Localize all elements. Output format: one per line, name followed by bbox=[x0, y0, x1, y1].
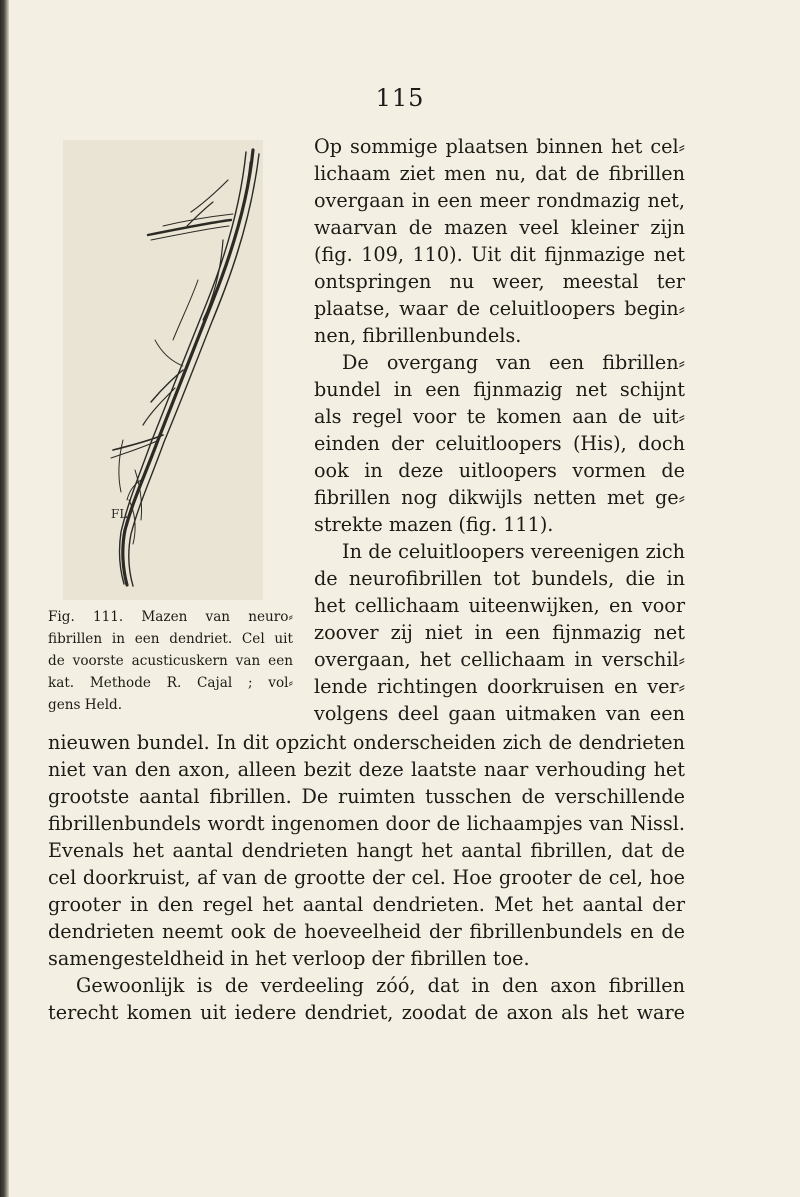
body-line: niet van den axon, alleen bezit deze laatste naar verhouding het bbox=[48, 758, 685, 781]
body-line: lende richtingen doorkruisen en ver⸗ bbox=[314, 675, 685, 698]
caption-line: gens Held. bbox=[48, 697, 123, 713]
body-line: ook in deze uitloopers vormen de bbox=[314, 459, 685, 482]
figure-caption bbox=[48, 606, 293, 716]
body-line: Evenals het aantal dendrieten hangt het aantal fibrillen, dat de bbox=[48, 839, 685, 862]
body-line: fibrillen nog dikwijls netten met ge⸗ bbox=[314, 486, 685, 509]
body-line: plaatse, waar de celuitloopers begin⸗ bbox=[314, 297, 685, 320]
body-line: overgaan, het cellichaam in verschil⸗ bbox=[314, 648, 685, 671]
page-number: 115 bbox=[375, 84, 425, 112]
body-line: De overgang van een fibrillen⸗ bbox=[342, 351, 685, 374]
body-line: nen, fibrillenbundels. bbox=[314, 324, 522, 347]
body-line: zoover zij niet in een fijnmazig net bbox=[314, 621, 685, 644]
figure-111-illustration bbox=[63, 140, 263, 600]
body-line: bundel in een fijnmazig net schijnt bbox=[314, 378, 685, 401]
body-line: het cellichaam uiteenwijken, en voor bbox=[314, 594, 685, 617]
caption-line: fibrillen in een dendriet. Cel uit bbox=[48, 631, 293, 647]
body-line: (fig. 109, 110). Uit dit fijnmazige net bbox=[314, 243, 685, 266]
body-line: Op sommige plaatsen binnen het cel⸗ bbox=[314, 135, 685, 158]
body-line: einden der celuitloopers (His), doch bbox=[314, 432, 685, 455]
caption-line: kat. Methode R. Cajal ; vol⸗ bbox=[48, 675, 293, 691]
body-line: samengesteldheid in het verloop der fibrillen toe. bbox=[48, 947, 530, 970]
body-line: de neurofibrillen tot bundels, die in bbox=[314, 567, 685, 590]
caption-line: Fig. 111. Mazen van neuro⸗ bbox=[48, 609, 293, 625]
body-line: als regel voor te komen aan de uit⸗ bbox=[314, 405, 685, 428]
body-line: grootste aantal fibrillen. De ruimten tusschen de verschillende bbox=[48, 785, 685, 808]
body-line: terecht komen uit iedere dendriet, zoodat de axon als het ware bbox=[48, 1001, 685, 1024]
scanned-page-edge bbox=[0, 0, 9, 1197]
body-line: ontspringen nu weer, meestal ter bbox=[314, 270, 685, 293]
body-line: volgens deel gaan uitmaken van een bbox=[314, 702, 685, 725]
body-line: waarvan de mazen veel kleiner zijn bbox=[314, 216, 685, 239]
body-line: fibrillenbundels wordt ingenomen door de lichaampjes van Nissl. bbox=[48, 812, 685, 835]
body-line: nieuwen bundel. In dit opzicht onderscheiden zich de dendrieten bbox=[48, 731, 685, 754]
body-line: Gewoonlijk is de verdeeling zóó, dat in den axon fibrillen bbox=[76, 974, 685, 997]
body-line: lichaam ziet men nu, dat de fibrillen bbox=[314, 162, 685, 185]
figure-label-FL: FL bbox=[111, 507, 128, 521]
body-line: strekte mazen (fig. 111). bbox=[314, 513, 554, 536]
caption-line: de voorste acusticuskern van een bbox=[48, 653, 293, 669]
body-line: overgaan in een meer rondmazig net, bbox=[314, 189, 685, 212]
body-line: In de celuitloopers vereenigen zich bbox=[342, 540, 685, 563]
body-line: cel doorkruist, af van de grootte der cel. Hoe grooter de cel, hoe bbox=[48, 866, 685, 889]
body-line: grooter in den regel het aantal dendrieten. Met het aantal der bbox=[48, 893, 685, 916]
body-line: dendrieten neemt ook de hoeveelheid der fibrillenbundels en de bbox=[48, 920, 685, 943]
